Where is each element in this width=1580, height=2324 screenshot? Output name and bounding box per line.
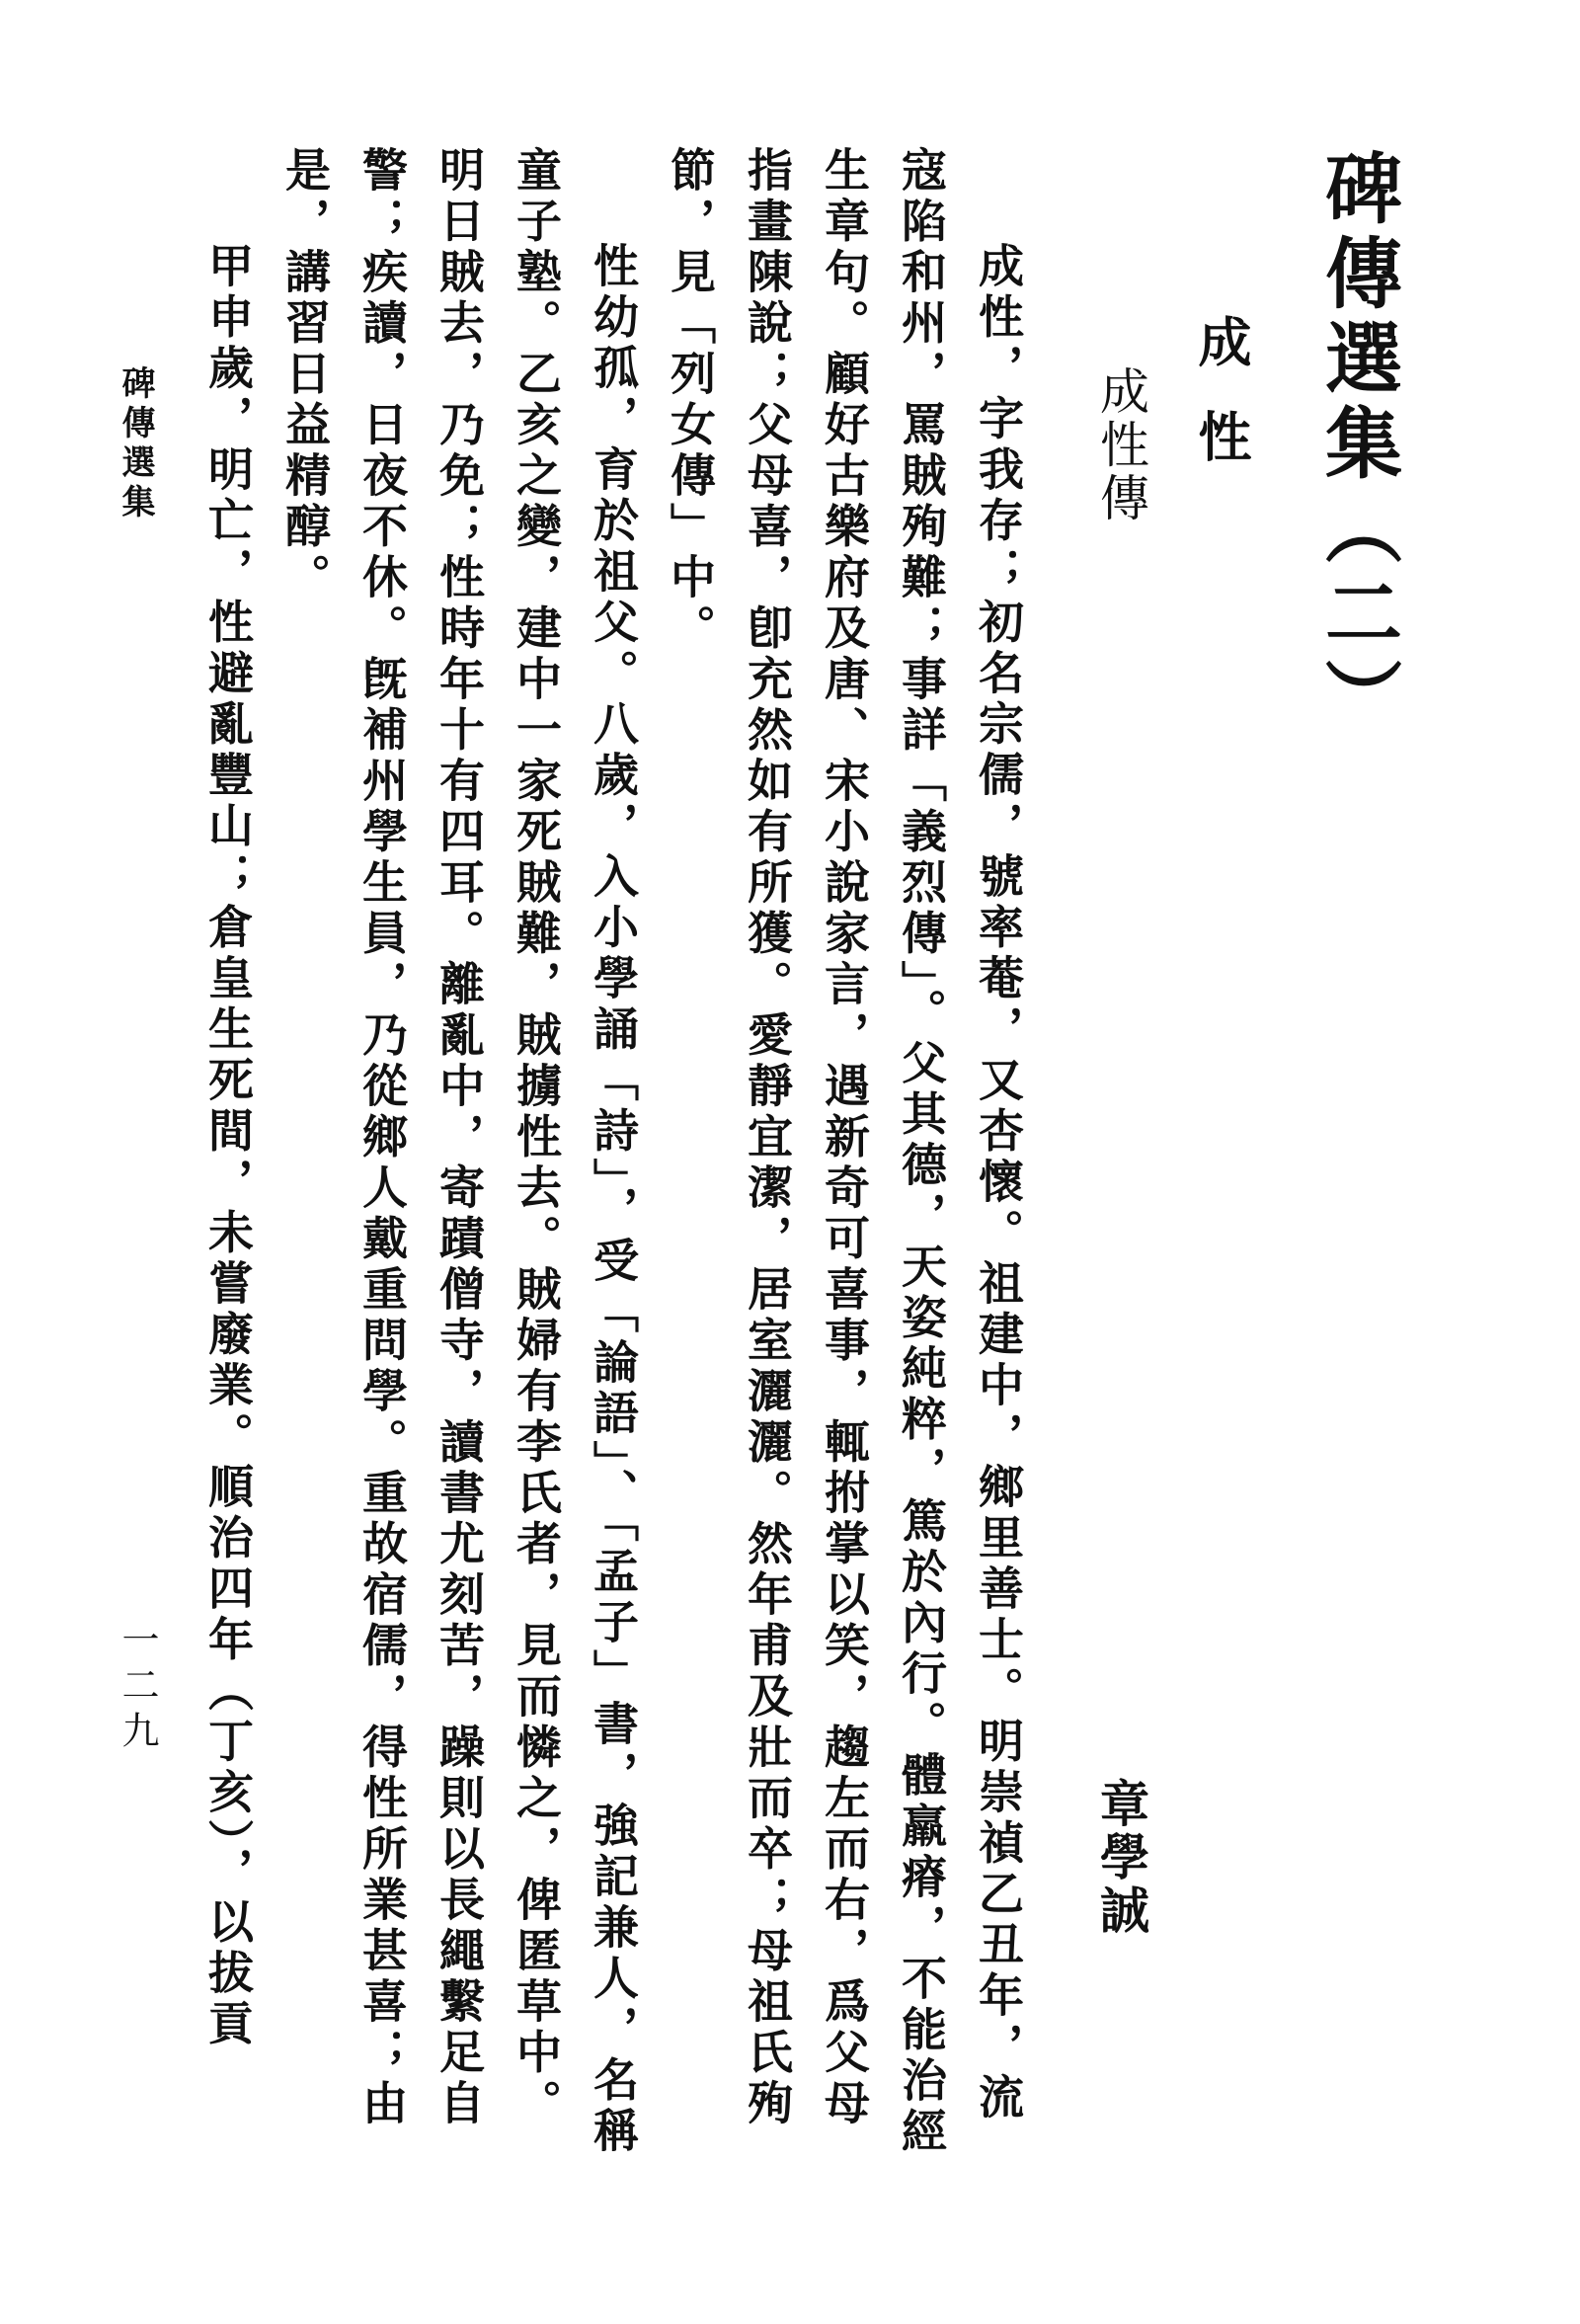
body-paragraph-1: 成性，字我存；初名宗儒，號率菴，又杏懷。祖建中，鄉里善士。明崇禎乙丑年，流寇陷和州，罵賊殉難；事詳「義烈傳」。父其德，天姿純粹，篤於內行。體羸瘠，不能治經生章句。顧好古樂府及唐、宋小說家言，遇新奇可喜事，輒拊掌以笑，趨左而右，爲父母指畫陳說；父母喜，卽充然如有所獲。愛靜宜潔，居室灑灑。然年甫及壯而卒；母祖氏殉節，見「列女傳」中。	[664, 146, 1025, 2158]
body-paragraph-2: 性幼孤，育於祖父。八歲，入小學誦「詩」，受「論語」、「孟子」書，強記兼人，名稱童子塾。乙亥之變，建中一家死賊難，賊擄性去。賊婦有李氏者，見而憐之，俾匿草中。明日賊去，乃免；性時年十有四耳。離亂中，寄蹟僧寺，讀書尤刻苦，躁則以長繩繫足自警；疾讀，日夜不休。旣補州學生員，乃從鄉人戴重問學。重故宿儒，得性所業甚喜；由是，講習日益精醇。	[278, 146, 640, 2158]
page-number: 一二九	[116, 1620, 159, 1756]
book-title: 碑傳選集（二）	[1312, 148, 1402, 743]
running-head: 碑傳選集	[116, 365, 155, 523]
article-body	[201, 146, 1037, 2171]
section-heading: 成性	[1190, 314, 1253, 504]
article-title: 成性傳	[1092, 365, 1149, 525]
body-paragraph-3: 甲申歲，明亡，性避亂豐山；倉皇生死間，未嘗廢業。順治四年（丁亥），以拔貢	[201, 241, 255, 2050]
author-name: 章學誠	[1092, 1778, 1150, 1938]
